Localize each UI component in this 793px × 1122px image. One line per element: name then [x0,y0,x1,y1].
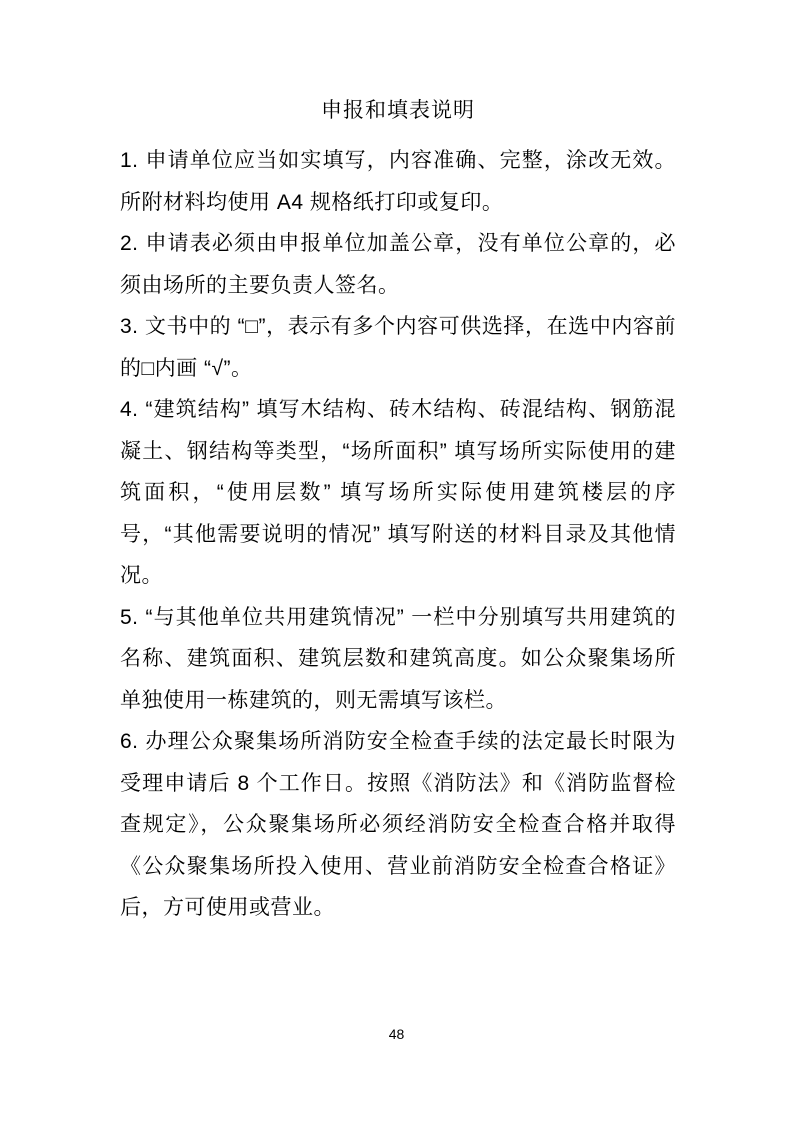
paragraph: 3. 文书中的 “□”，表示有多个内容可供选择，在选中内容前的□内画 “√”。 [120,315,676,380]
page-number: 48 [388,1026,405,1042]
paragraph: 6. 办理公众聚集场所消防安全检查手续的法定最长时限为受理申请后 8 个工作日。按照《消防法》和《消防监督检查规定》，公众聚集场所必须经消防安全检查合格并取得《公众聚集场所投入使用、营业前消防安全检查合格证》后，方可使用或营业。 [120,730,676,919]
paragraphs-container [120,140,676,929]
document-title: 申报和填表说明 [321,99,475,122]
paragraph: 4. “建筑结构” 填写木结构、砖木结构、砖混结构、钢筋混凝土、钢结构等类型，“场所面积” 填写场所实际使用的建筑面积，“使用层数” 填写场所实际使用建筑楼层的序号，“其他需要说明的情况” 填写附送的材料目录及其他情况。 [120,398,676,587]
paragraph: 2. 申请表必须由申报单位加盖公章，没有单位公章的，必须由场所的主要负责人签名。 [120,232,676,297]
paragraph: 1. 申请单位应当如实填写，内容准确、完整，涂改无效。所附材料均使用 A4 规格纸打印或复印。 [120,149,676,214]
paragraph: 5. “与其他单位共用建筑情况” 一栏中分别填写共用建筑的名称、建筑面积、建筑层数和建筑高度。如公众聚集场所单独使用一栋建筑的，则无需填写该栏。 [120,605,676,712]
